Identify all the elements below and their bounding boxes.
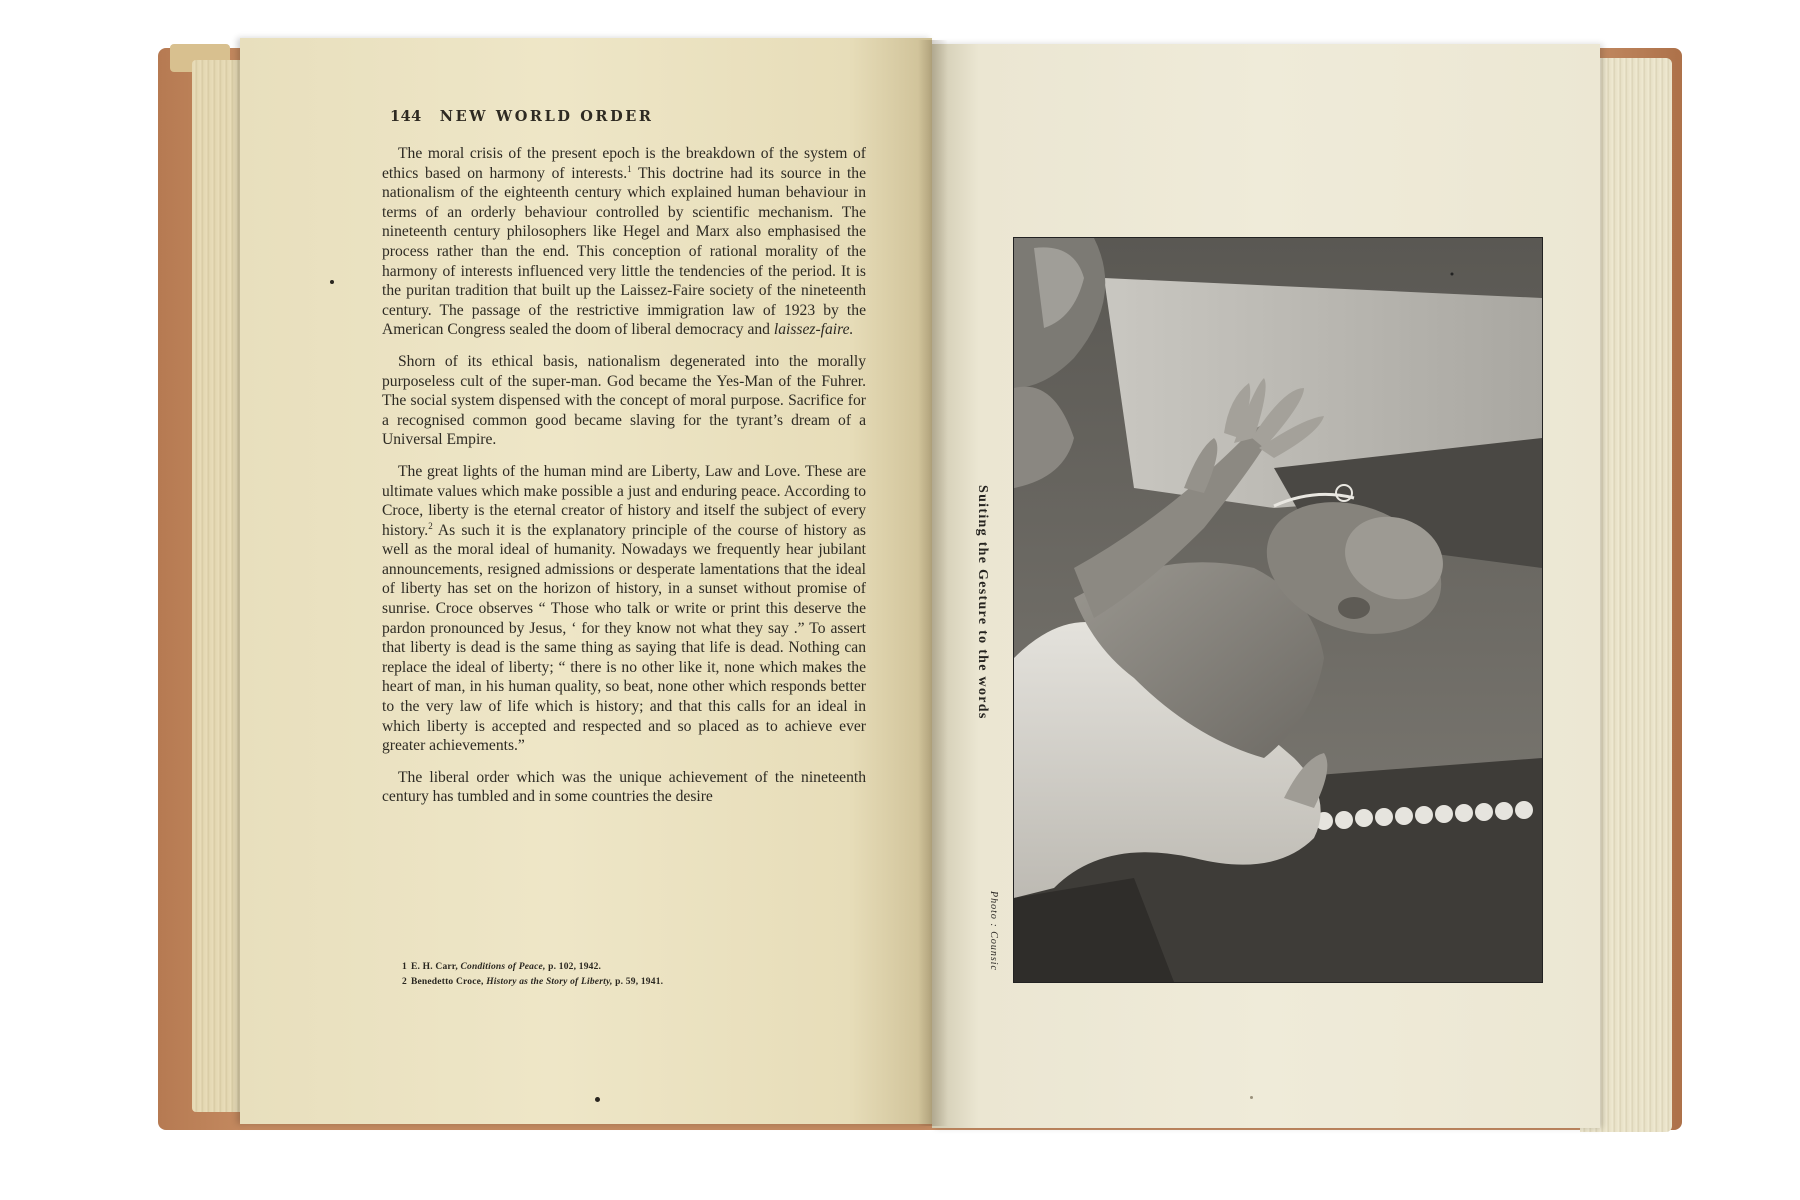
footnote-1-num: 1 [402, 962, 407, 972]
paragraph-3-text-b: As such it is the explanatory principle of the course of history as well as the moral ideal of humanity. Nowadays we frequently hear jubilant announcements, resigned admissions or desperate lamentations that the ideal of liberty has set on the horizon of history, in a sunset without promise of sunrise. Croce observes “ Those who talk or write or print this deserve the pardon pronounced by Jesus, ‘ for they know not what they say .” To assert that liberty is dead is the same thing as saying that life is dead. Nothing can replace the ideal of liberty; “ there is no other like it, none which makes the heart of man, in his human quality, so beat, none other which responds better to the very law of life which is history; and that this calls for an ideal in which liberty is accepted and respected and so placed as to achieve ever greater achievements.” [382, 521, 866, 755]
footnote-1-author: E. H. Carr, [410, 962, 458, 972]
plate-photograph [1013, 237, 1543, 983]
footnote-1 [402, 960, 842, 975]
footnote-1-ref: p. 102, 1942. [548, 962, 602, 972]
paragraph-1-text-a: The moral crisis of the present epoch is the breakdown of the system of ethics based on harmony of interests. [382, 145, 866, 182]
footnote-2-title: History as the Story of Liberty, [486, 977, 613, 987]
footnote-ref-2: 2 [428, 520, 433, 531]
photo-credit-text: Photo : Counsic [988, 891, 999, 971]
running-head [390, 108, 654, 125]
paragraph-1-italic: laissez-faire. [773, 321, 854, 339]
paragraph-1 [382, 144, 866, 340]
running-head-title: NEW WORLD ORDER [439, 108, 654, 125]
book-gutter [918, 40, 948, 1126]
footnotes [402, 960, 842, 990]
paragraph-1-text-b: This doctrine had its source in the nationalism of the eighteenth century which explained human behaviour in terms of an orderly behaviour controlled by scientific mechanism. The nineteenth century philosophers like Hegel and Marx also emphasised the process rather than the end. This conception of rational morality of the harmony of interests influenced very little the tendencies of the period. It is the puritan tradition that built up the Laissez-Faire society of the nineteenth century. The passage of the restrictive immigration law of 1923 by the American Congress sealed the doom of liberal democracy and [382, 164, 866, 339]
photograph-image [1014, 238, 1542, 982]
paragraph-4: The liberal order which was the unique achievement of the nineteenth century has tumbled and in some countries the desire [382, 768, 866, 806]
footnote-2-ref: p. 59, 1941. [615, 977, 664, 987]
footnote-2-num: 2 [402, 977, 407, 987]
footnote-ref-1: 1 [627, 163, 632, 174]
page-speck [595, 1097, 600, 1102]
body-text [382, 144, 866, 807]
paragraph-3-text-a: The great lights of the human mind are Liberty, Law and Love. These are ultimate values which make possible a just and enduring peace. According to Croce, liberty is the eternal creator of history and itself the subject of every history. [382, 462, 866, 539]
plate-caption-text: Suiting the Gesture to the words [975, 485, 990, 720]
footnote-2 [402, 975, 842, 990]
paragraph-3 [382, 462, 866, 756]
paragraph-2: Shorn of its ethical basis, nationalism degenerated into the morally purposeless cult of the super-man. God became the Yes-Man of the Fuhrer. The social system dispensed with the concept of moral purpose. Sacrifice for a recognised common good became slaving for the tyrant’s dream of a Universal Empire. [382, 352, 866, 449]
page-number: 144 [390, 108, 422, 125]
page-speck [330, 280, 334, 284]
page-speck [1250, 1096, 1253, 1099]
footnote-2-author: Benedetto Croce, [410, 977, 484, 987]
footnote-1-title: Conditions of Peace, [460, 962, 546, 972]
